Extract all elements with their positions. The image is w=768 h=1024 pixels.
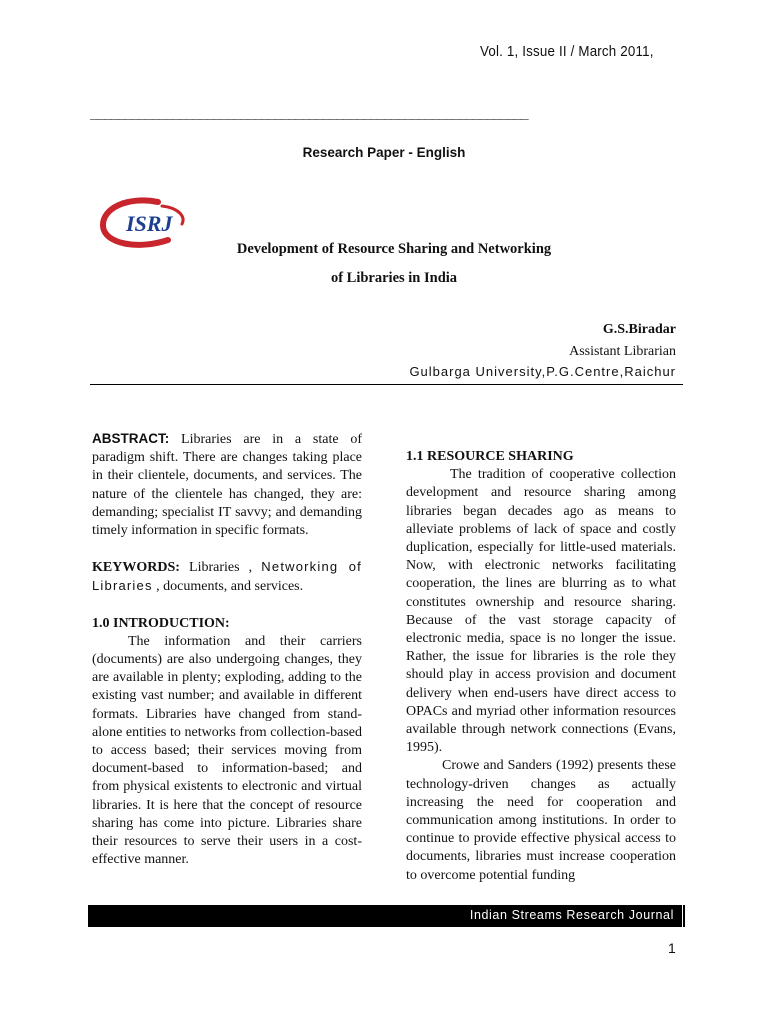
paper-title-line-2: of Libraries in India [330,270,458,286]
keywords-part-2: , documents, and services. [152,579,304,595]
abstract-label: ABSTRACT: [92,431,170,446]
keywords-label: KEYWORDS: [92,560,180,576]
resource-sharing-paragraph-2: Crowe and Sanders (1992) presents these technology-driven changes as actually increasing the need for cooperation and communication among institutions. In order to continue to provide effective physical access to documents, libraries must increase cooperation to overcome potential funding [406,758,676,883]
keywords-part-1: Libraries , [179,560,262,576]
header-dash-rule: ________________________________________________________________ [90,104,528,120]
keywords-spaced-term: Networking of Libraries [92,559,362,594]
journal-name: Indian Streams Research Journal [469,908,674,922]
author-designation: Assistant Librarian [569,344,676,359]
paper-title-line-1: Development of Resource Sharing and Networking [236,241,552,257]
right-column [406,448,676,885]
title-divider [90,384,683,385]
logo-text: ISRJ [126,211,173,236]
introduction-heading: 1.0 INTRODUCTION: [92,615,230,631]
resource-sharing-heading: 1.1 RESOURCE SHARING [406,449,574,464]
footer-edge-mark [683,905,685,927]
paper-type-label: Research Paper - English [302,145,466,160]
page-number: 1 [668,940,676,956]
introduction-paragraph: The information and their carriers (documents) are also undergoing changes, they are available in plenty; exploding, adding to the existing vast number; and available in different formats. Libraries have changed from stand-alone entities to networks from collection-based to access based; their services moving from document-based to information-based; and from physical existents to electronic and virtual libraries. It is here that the concept of resource sharing has come into picture. Libraries share their resources to serve their users in a cost-effective manner. [92,633,362,868]
left-column [92,430,362,869]
footer-bar [88,905,682,927]
author-name: G.S.Biradar [602,322,676,337]
author-affiliation: Gulbarga University,P.G.Centre,Raichur [409,364,676,379]
keywords-paragraph [92,558,362,596]
volume-issue-line: Vol. 1, Issue II / March 2011, [480,44,654,60]
abstract-text: Libraries are in a state of paradigm shift. There are changes taking place in their clientele, documents, and services. The nature of the clientele has changed, they are: demanding; specialist IT savvy; and demanding timely information in specific formats. [92,432,362,539]
abstract-paragraph [92,430,362,540]
resource-sharing-paragraph-1: The tradition of cooperative collection development and resource sharing among libraries began decades ago as means to alleviate problems of lack of space and costly duplication, especially for little-used materials. Now, with electronic networks facilitating cooperation, the lines are blurring as to what constitutes ownership and resource sharing. Because of the vast storage capacity of electronic media, space is no longer the issue. Rather, the issue for libraries is the role they should play in access provision and document delivery when end-users have direct access to OPACs and myriad other information resources available through network connections (Evans, 1995). [406,467,676,756]
